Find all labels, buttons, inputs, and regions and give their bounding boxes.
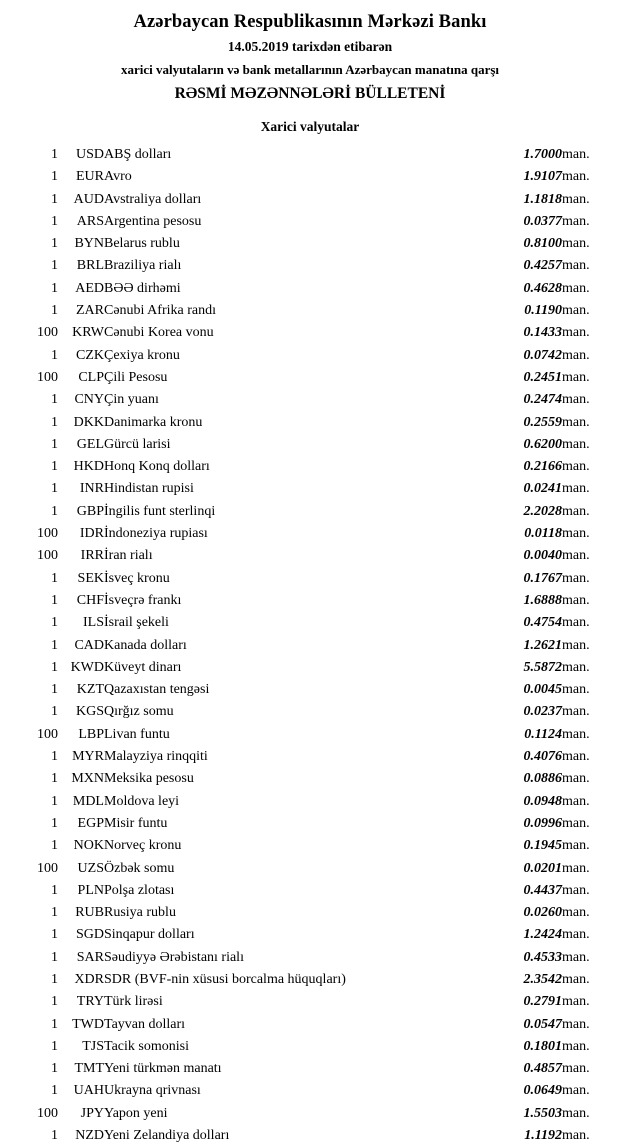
page-title: Azərbaycan Respublikasının Mərkəzi Bankı bbox=[133, 12, 487, 32]
currency-amount: 1 bbox=[51, 882, 58, 898]
currency-name: Yeni Zelandiya dolları bbox=[104, 1128, 230, 1144]
table-row bbox=[18, 523, 602, 545]
currency-rate: 1.6888 bbox=[523, 592, 562, 608]
currency-name: Honq Konq dolları bbox=[104, 459, 210, 475]
currency-code: XDR bbox=[74, 971, 104, 987]
currency-unit: man. bbox=[562, 1105, 590, 1121]
currency-amount: 1 bbox=[51, 905, 58, 921]
currency-rate: 0.0260 bbox=[523, 905, 562, 921]
currency-code: AUD bbox=[73, 191, 104, 207]
table-row bbox=[18, 456, 602, 478]
document-header bbox=[18, 12, 602, 103]
currency-amount: 100 bbox=[37, 548, 58, 564]
currency-amount: 100 bbox=[37, 860, 58, 876]
currency-unit: man. bbox=[562, 191, 590, 207]
table-row bbox=[18, 255, 602, 277]
currency-rate: 0.0886 bbox=[523, 771, 562, 787]
currency-unit: man. bbox=[562, 771, 590, 787]
currency-unit: man. bbox=[562, 704, 590, 720]
currency-amount: 1 bbox=[51, 704, 58, 720]
table-row bbox=[18, 233, 602, 255]
currency-unit: man. bbox=[562, 1016, 590, 1032]
currency-rate: 0.4257 bbox=[523, 258, 562, 274]
currency-unit: man. bbox=[562, 347, 590, 363]
currency-rate: 0.0241 bbox=[523, 481, 562, 497]
currency-name: Argentina pesosu bbox=[104, 213, 202, 229]
currency-unit: man. bbox=[562, 481, 590, 497]
currency-unit: man. bbox=[562, 258, 590, 274]
currency-amount: 1 bbox=[51, 592, 58, 608]
currency-rate: 1.7000 bbox=[523, 147, 562, 162]
currency-code: CHF bbox=[76, 592, 104, 608]
currency-rate: 2.3542 bbox=[523, 971, 562, 987]
currency-unit: man. bbox=[562, 369, 590, 385]
currency-name: Səudiyyə Ərəbistanı rialı bbox=[104, 949, 244, 965]
currency-unit: man. bbox=[562, 526, 590, 542]
currency-unit: man. bbox=[562, 325, 590, 341]
currency-unit: man. bbox=[562, 236, 590, 252]
currency-unit: man. bbox=[562, 1038, 590, 1054]
table-row bbox=[18, 300, 602, 322]
currency-name: ABŞ dolları bbox=[104, 147, 172, 162]
currency-amount: 1 bbox=[51, 1061, 58, 1077]
currency-unit: man. bbox=[562, 815, 590, 831]
currency-rate: 0.0118 bbox=[524, 526, 562, 542]
currency-code: GEL bbox=[76, 436, 104, 452]
currency-code: SEK bbox=[77, 570, 104, 586]
currency-rate: 0.0377 bbox=[523, 213, 562, 229]
currency-amount: 100 bbox=[37, 369, 58, 385]
exchange-rates-table bbox=[18, 144, 602, 1147]
currency-unit: man. bbox=[562, 303, 590, 319]
currency-amount: 1 bbox=[51, 191, 58, 207]
currency-name: Meksika pesosu bbox=[104, 771, 194, 787]
currency-code: RUB bbox=[75, 905, 104, 921]
currency-amount: 1 bbox=[51, 436, 58, 452]
currency-unit: man. bbox=[562, 793, 590, 809]
currency-code: ARS bbox=[76, 213, 104, 229]
table-row bbox=[18, 434, 602, 456]
currency-code: CZK bbox=[76, 347, 104, 363]
currency-rate: 1.9107 bbox=[523, 169, 562, 185]
table-row bbox=[18, 701, 602, 723]
currency-code: ZAR bbox=[76, 303, 104, 319]
currency-unit: man. bbox=[562, 414, 590, 430]
currency-name: Çili Pesosu bbox=[104, 369, 168, 385]
currency-rate: 0.4533 bbox=[523, 949, 562, 965]
table-row bbox=[18, 657, 602, 679]
currency-code: KWD bbox=[70, 659, 104, 675]
currency-code: NOK bbox=[73, 838, 104, 854]
currency-name: Yapon yeni bbox=[104, 1105, 168, 1121]
currency-rate: 0.2166 bbox=[523, 459, 562, 475]
currency-name: Çin yuanı bbox=[104, 392, 159, 408]
currency-rate: 0.0201 bbox=[523, 860, 562, 876]
currency-code: KRW bbox=[72, 325, 104, 341]
currency-name: Tacik somonisi bbox=[104, 1038, 189, 1054]
currency-name: Yeni türkmən manatı bbox=[104, 1061, 222, 1077]
currency-unit: man. bbox=[562, 882, 590, 898]
currency-code: LBP bbox=[78, 726, 104, 742]
table-row bbox=[18, 791, 602, 813]
table-row bbox=[18, 768, 602, 790]
currency-amount: 1 bbox=[51, 815, 58, 831]
currency-code: MDL bbox=[72, 793, 104, 809]
bulletin-heading: RƏSMİ MƏZƏNNƏLƏRİ BÜLLETENİ bbox=[174, 85, 446, 102]
currency-name: Rusiya rublu bbox=[104, 905, 176, 921]
currency-name: Braziliya rialı bbox=[104, 258, 182, 274]
currency-rate: 0.2451 bbox=[523, 369, 562, 385]
currency-amount: 1 bbox=[51, 392, 58, 408]
currency-name: Norveç kronu bbox=[104, 838, 182, 854]
table-row bbox=[18, 902, 602, 924]
currency-rate: 0.4076 bbox=[523, 749, 562, 765]
currency-amount: 100 bbox=[37, 325, 58, 341]
currency-rate: 0.4628 bbox=[523, 280, 562, 296]
currency-unit: man. bbox=[562, 949, 590, 965]
currency-amount: 1 bbox=[51, 771, 58, 787]
currency-rate: 0.0045 bbox=[523, 682, 562, 698]
currency-amount: 1 bbox=[51, 749, 58, 765]
currency-code: BYN bbox=[74, 236, 104, 252]
currency-code: DKK bbox=[73, 414, 104, 430]
currency-name: Tayvan dolları bbox=[104, 1016, 186, 1032]
table-row bbox=[18, 278, 602, 300]
table-row bbox=[18, 1036, 602, 1058]
currency-unit: man. bbox=[562, 927, 590, 943]
currency-code: AED bbox=[75, 280, 104, 296]
currency-unit: man. bbox=[562, 1128, 590, 1144]
currency-name: İsveç kronu bbox=[104, 570, 170, 586]
currency-code: MYR bbox=[72, 749, 104, 765]
currency-code: CNY bbox=[74, 392, 104, 408]
currency-amount: 1 bbox=[51, 994, 58, 1010]
table-row bbox=[18, 835, 602, 857]
currency-code: TRY bbox=[76, 994, 104, 1010]
currency-amount: 1 bbox=[51, 927, 58, 943]
currency-rate: 0.0649 bbox=[523, 1083, 562, 1099]
table-row bbox=[18, 144, 602, 166]
currency-rate: 0.1124 bbox=[524, 726, 562, 742]
table-row bbox=[18, 969, 602, 991]
table-row bbox=[18, 1080, 602, 1102]
currency-rate: 2.2028 bbox=[523, 503, 562, 519]
currency-code: BRL bbox=[76, 258, 104, 274]
currency-code: NZD bbox=[75, 1128, 104, 1144]
currency-unit: man. bbox=[562, 280, 590, 296]
table-row bbox=[18, 501, 602, 523]
currency-code: UAH bbox=[73, 1083, 104, 1099]
currency-amount: 1 bbox=[51, 459, 58, 475]
currency-rate: 1.2424 bbox=[523, 927, 562, 943]
table-row bbox=[18, 1058, 602, 1080]
currency-amount: 1 bbox=[51, 213, 58, 229]
currency-rate: 0.6200 bbox=[523, 436, 562, 452]
currency-unit: man. bbox=[562, 1083, 590, 1099]
document-subtitle: xarici valyutaların və bank metallarının Azərbaycan manatına qarşı bbox=[120, 62, 500, 77]
currency-code: USD bbox=[75, 147, 104, 162]
currency-name: Misir funtu bbox=[104, 815, 168, 831]
currency-rate: 0.1190 bbox=[524, 303, 562, 319]
currency-code: EGP bbox=[77, 815, 104, 831]
currency-name: İsveçrə frankı bbox=[104, 592, 182, 608]
currency-code: SAR bbox=[76, 949, 104, 965]
table-row bbox=[18, 924, 602, 946]
currency-rate: 0.0040 bbox=[523, 548, 562, 564]
currency-unit: man. bbox=[562, 503, 590, 519]
table-row bbox=[18, 189, 602, 211]
table-row bbox=[18, 389, 602, 411]
currency-code: JPY bbox=[80, 1105, 104, 1121]
currency-unit: man. bbox=[562, 570, 590, 586]
currency-code: UZS bbox=[77, 860, 104, 876]
currency-unit: man. bbox=[562, 682, 590, 698]
currency-name: Polşa zlotası bbox=[104, 882, 175, 898]
table-row bbox=[18, 322, 602, 344]
currency-amount: 1 bbox=[51, 637, 58, 653]
currency-unit: man. bbox=[562, 1061, 590, 1077]
currency-unit: man. bbox=[562, 213, 590, 229]
currency-code: CLP bbox=[78, 369, 104, 385]
section-title-foreign-currencies: Xarici valyutalar bbox=[260, 119, 360, 134]
currency-unit: man. bbox=[562, 459, 590, 475]
currency-unit: man. bbox=[562, 147, 590, 162]
currency-amount: 1 bbox=[51, 347, 58, 363]
currency-rate: 0.0742 bbox=[523, 347, 562, 363]
currency-name: BƏƏ dirhəmi bbox=[104, 280, 181, 296]
table-row bbox=[18, 947, 602, 969]
effective-date-line: 14.05.2019 tarixdən etibarən bbox=[227, 39, 393, 54]
table-row bbox=[18, 858, 602, 880]
currency-code: CAD bbox=[74, 637, 104, 653]
currency-rate: 5.5872 bbox=[523, 659, 562, 675]
currency-code: TWD bbox=[72, 1016, 104, 1032]
currency-name: Çexiya kronu bbox=[104, 347, 180, 363]
currency-code: INR bbox=[79, 481, 104, 497]
currency-name: Malayziya rinqqiti bbox=[104, 749, 208, 765]
currency-unit: man. bbox=[562, 169, 590, 185]
currency-amount: 100 bbox=[37, 726, 58, 742]
table-row bbox=[18, 746, 602, 768]
currency-amount: 1 bbox=[51, 258, 58, 274]
table-row bbox=[18, 166, 602, 188]
currency-amount: 1 bbox=[51, 303, 58, 319]
currency-amount: 1 bbox=[51, 169, 58, 185]
table-row bbox=[18, 1125, 602, 1147]
currency-name: Ukrayna qrivnası bbox=[104, 1083, 201, 1099]
table-row bbox=[18, 367, 602, 389]
table-row bbox=[18, 211, 602, 233]
currency-code: PLN bbox=[77, 882, 104, 898]
currency-rate: 0.2474 bbox=[523, 392, 562, 408]
currency-name: İsrail şekeli bbox=[104, 615, 169, 631]
currency-rate: 0.0237 bbox=[523, 704, 562, 720]
table-row bbox=[18, 1014, 602, 1036]
currency-code: KZT bbox=[76, 682, 104, 698]
table-row bbox=[18, 345, 602, 367]
currency-rate: 0.1767 bbox=[523, 570, 562, 586]
currency-unit: man. bbox=[562, 905, 590, 921]
currency-code: HKD bbox=[73, 459, 104, 475]
currency-amount: 1 bbox=[51, 971, 58, 987]
currency-rate: 1.1192 bbox=[524, 1128, 562, 1144]
currency-code: MXN bbox=[71, 771, 104, 787]
currency-amount: 1 bbox=[51, 615, 58, 631]
currency-code: KGS bbox=[75, 704, 104, 720]
currency-amount: 1 bbox=[51, 1038, 58, 1054]
currency-rate: 1.2621 bbox=[523, 637, 562, 653]
table-row bbox=[18, 724, 602, 746]
currency-unit: man. bbox=[562, 726, 590, 742]
currency-rate: 0.2559 bbox=[523, 414, 562, 430]
table-row bbox=[18, 991, 602, 1013]
currency-code: ILS bbox=[83, 615, 104, 631]
currency-name: İngilis funt sterlinqi bbox=[104, 503, 216, 519]
currency-unit: man. bbox=[562, 548, 590, 564]
currency-amount: 1 bbox=[51, 503, 58, 519]
table-row bbox=[18, 635, 602, 657]
currency-amount: 100 bbox=[37, 526, 58, 542]
currency-amount: 1 bbox=[51, 659, 58, 675]
table-row bbox=[18, 813, 602, 835]
currency-name: SDR (BVF-nin xüsusi borcalma hüquqları) bbox=[104, 971, 346, 987]
table-row bbox=[18, 1103, 602, 1125]
currency-unit: man. bbox=[562, 592, 590, 608]
table-row bbox=[18, 568, 602, 590]
currency-name: Cənubi Korea vonu bbox=[104, 325, 214, 341]
currency-rate: 0.4754 bbox=[523, 615, 562, 631]
currency-unit: man. bbox=[562, 659, 590, 675]
table-row bbox=[18, 590, 602, 612]
currency-amount: 1 bbox=[51, 1128, 58, 1144]
currency-amount: 1 bbox=[51, 414, 58, 430]
currency-rate: 0.2791 bbox=[523, 994, 562, 1010]
currency-amount: 1 bbox=[51, 949, 58, 965]
currency-rate: 0.1801 bbox=[523, 1038, 562, 1054]
currency-name: İran rialı bbox=[104, 548, 153, 564]
currency-unit: man. bbox=[562, 637, 590, 653]
table-row bbox=[18, 478, 602, 500]
currency-code: TMT bbox=[74, 1061, 104, 1077]
currency-amount: 1 bbox=[51, 793, 58, 809]
currency-amount: 1 bbox=[51, 570, 58, 586]
currency-amount: 1 bbox=[51, 1083, 58, 1099]
currency-name: Kanada dolları bbox=[104, 637, 187, 653]
currency-rate: 0.4857 bbox=[523, 1061, 562, 1077]
currency-name: Avstraliya dolları bbox=[104, 191, 202, 207]
currency-rate: 0.1945 bbox=[523, 838, 562, 854]
currency-name: Danimarka kronu bbox=[104, 414, 203, 430]
currency-amount: 1 bbox=[51, 481, 58, 497]
currency-rate: 0.1433 bbox=[523, 325, 562, 341]
currency-name: Küveyt dinarı bbox=[104, 659, 182, 675]
currency-amount: 1 bbox=[51, 236, 58, 252]
currency-unit: man. bbox=[562, 994, 590, 1010]
currency-code: TJS bbox=[82, 1038, 104, 1054]
currency-code: IRR bbox=[80, 548, 104, 564]
currency-rate: 0.8100 bbox=[523, 236, 562, 252]
table-row bbox=[18, 880, 602, 902]
currency-amount: 1 bbox=[51, 1016, 58, 1032]
exchange-rates-body bbox=[18, 144, 602, 1147]
currency-name: Cənubi Afrika randı bbox=[104, 303, 216, 319]
currency-unit: man. bbox=[562, 392, 590, 408]
currency-name: Hindistan rupisi bbox=[104, 481, 194, 497]
currency-amount: 1 bbox=[51, 682, 58, 698]
currency-name: Sinqapur dolları bbox=[104, 927, 195, 943]
currency-name: Gürcü larisi bbox=[104, 436, 171, 452]
currency-unit: man. bbox=[562, 615, 590, 631]
table-row bbox=[18, 545, 602, 567]
currency-name: Belarus rublu bbox=[104, 236, 180, 252]
currency-name: Qırğız somu bbox=[104, 704, 174, 720]
currency-name: Livan funtu bbox=[104, 726, 170, 742]
currency-unit: man. bbox=[562, 971, 590, 987]
currency-rate: 0.0948 bbox=[523, 793, 562, 809]
currency-rate: 1.1818 bbox=[523, 191, 562, 207]
currency-name: Qazaxıstan tengəsi bbox=[104, 682, 210, 698]
currency-unit: man. bbox=[562, 860, 590, 876]
currency-unit: man. bbox=[562, 838, 590, 854]
currency-rate: 0.4437 bbox=[523, 882, 562, 898]
currency-unit: man. bbox=[562, 749, 590, 765]
currency-unit: man. bbox=[562, 436, 590, 452]
table-row bbox=[18, 412, 602, 434]
currency-name: Özbək somu bbox=[104, 860, 175, 876]
currency-amount: 1 bbox=[51, 147, 58, 162]
currency-amount: 100 bbox=[37, 1105, 58, 1121]
currency-rate: 1.5503 bbox=[523, 1105, 562, 1121]
currency-name: İndoneziya rupiası bbox=[104, 526, 208, 542]
currency-rate: 0.0996 bbox=[523, 815, 562, 831]
currency-rate: 0.0547 bbox=[523, 1016, 562, 1032]
currency-name: Avro bbox=[104, 169, 132, 185]
currency-code: IDR bbox=[79, 526, 104, 542]
currency-amount: 1 bbox=[51, 280, 58, 296]
currency-name: Türk lirəsi bbox=[104, 994, 163, 1010]
currency-code: GBP bbox=[76, 503, 104, 519]
currency-code: SGD bbox=[75, 927, 104, 943]
currency-name: Moldova leyi bbox=[104, 793, 180, 809]
currency-code: EUR bbox=[76, 169, 104, 185]
currency-amount: 1 bbox=[51, 838, 58, 854]
table-row bbox=[18, 612, 602, 634]
table-row bbox=[18, 679, 602, 701]
